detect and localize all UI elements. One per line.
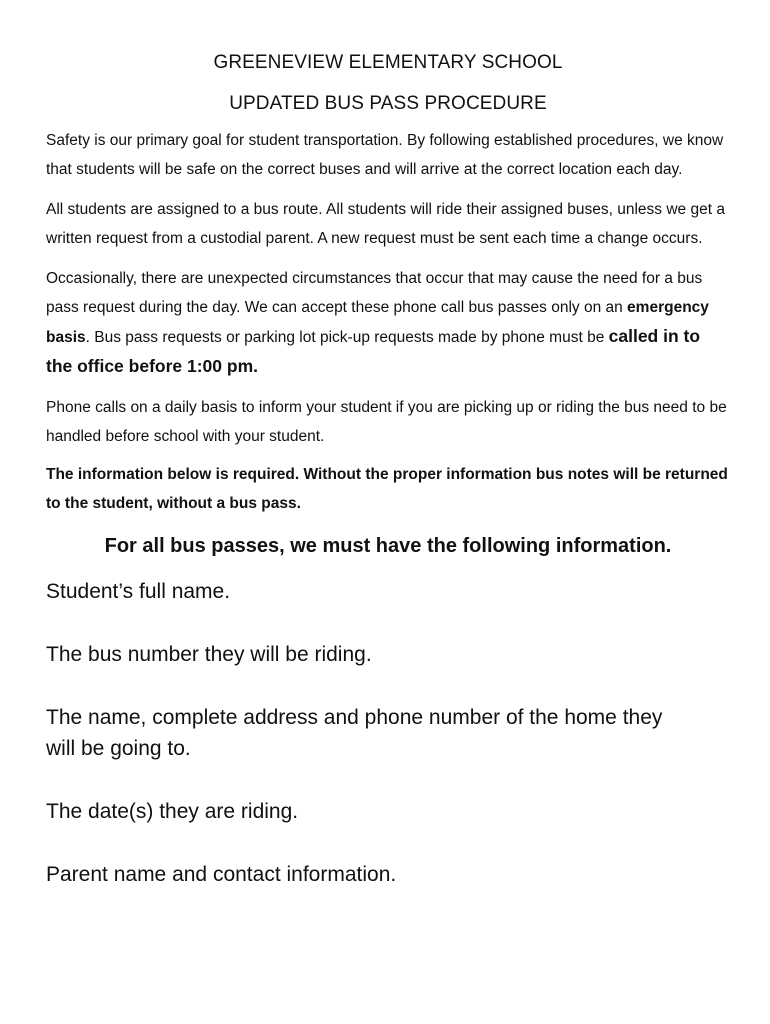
paragraph-safety: Safety is our primary goal for student transportation. By following established procedures, we know that students will be safe on the correct buses and will arrive at the correct location each day. (46, 132, 724, 178)
paragraph-daily-calls: Phone calls on a daily basis to inform your student if you are picking up or riding the bus need to be handled before school with your student. (46, 399, 727, 445)
requirements-list (46, 576, 730, 890)
paragraph-required-notice: The information below is required. Without the proper information bus notes will be returned to the student, without a bus pass. (46, 466, 728, 512)
paragraph-emergency-text-2: . Bus pass requests or parking lot pick-up requests made by phone must be (85, 329, 609, 346)
school-name: GREENEVIEW ELEMENTARY SCHOOL (213, 52, 563, 73)
requirement-item-dates: The date(s) they are riding. (46, 800, 299, 823)
paragraph-emergency (46, 264, 730, 382)
requirement-item-parent-contact: Parent name and contact information. (46, 863, 397, 886)
deadline-emphasis: called in to the office before 1:00 pm. (46, 326, 701, 376)
requirement-item-bus-number: The bus number they will be riding. (46, 643, 372, 666)
paragraph-assigned-routes: All students are assigned to a bus route. All students will ride their assigned buses, unless we get a written request from a custodial parent. A new request must be sent each time a change occurs. (46, 201, 725, 247)
emergency-basis-emphasis: emergency basis (46, 299, 709, 346)
document-title: UPDATED BUS PASS PROCEDURE (229, 93, 547, 114)
paragraph-emergency-text-1: Occasionally, there are unexpected circumstances that occur that may cause the need for a bus pass request during the day. We can accept these phone call bus passes only on an (46, 270, 703, 316)
requirement-item-home-address: The name, complete address and phone number of the home they will be going to. (46, 706, 663, 760)
requirements-heading: For all bus passes, we must have the following information. (104, 535, 672, 557)
requirement-item-student-name: Student’s full name. (46, 580, 231, 603)
